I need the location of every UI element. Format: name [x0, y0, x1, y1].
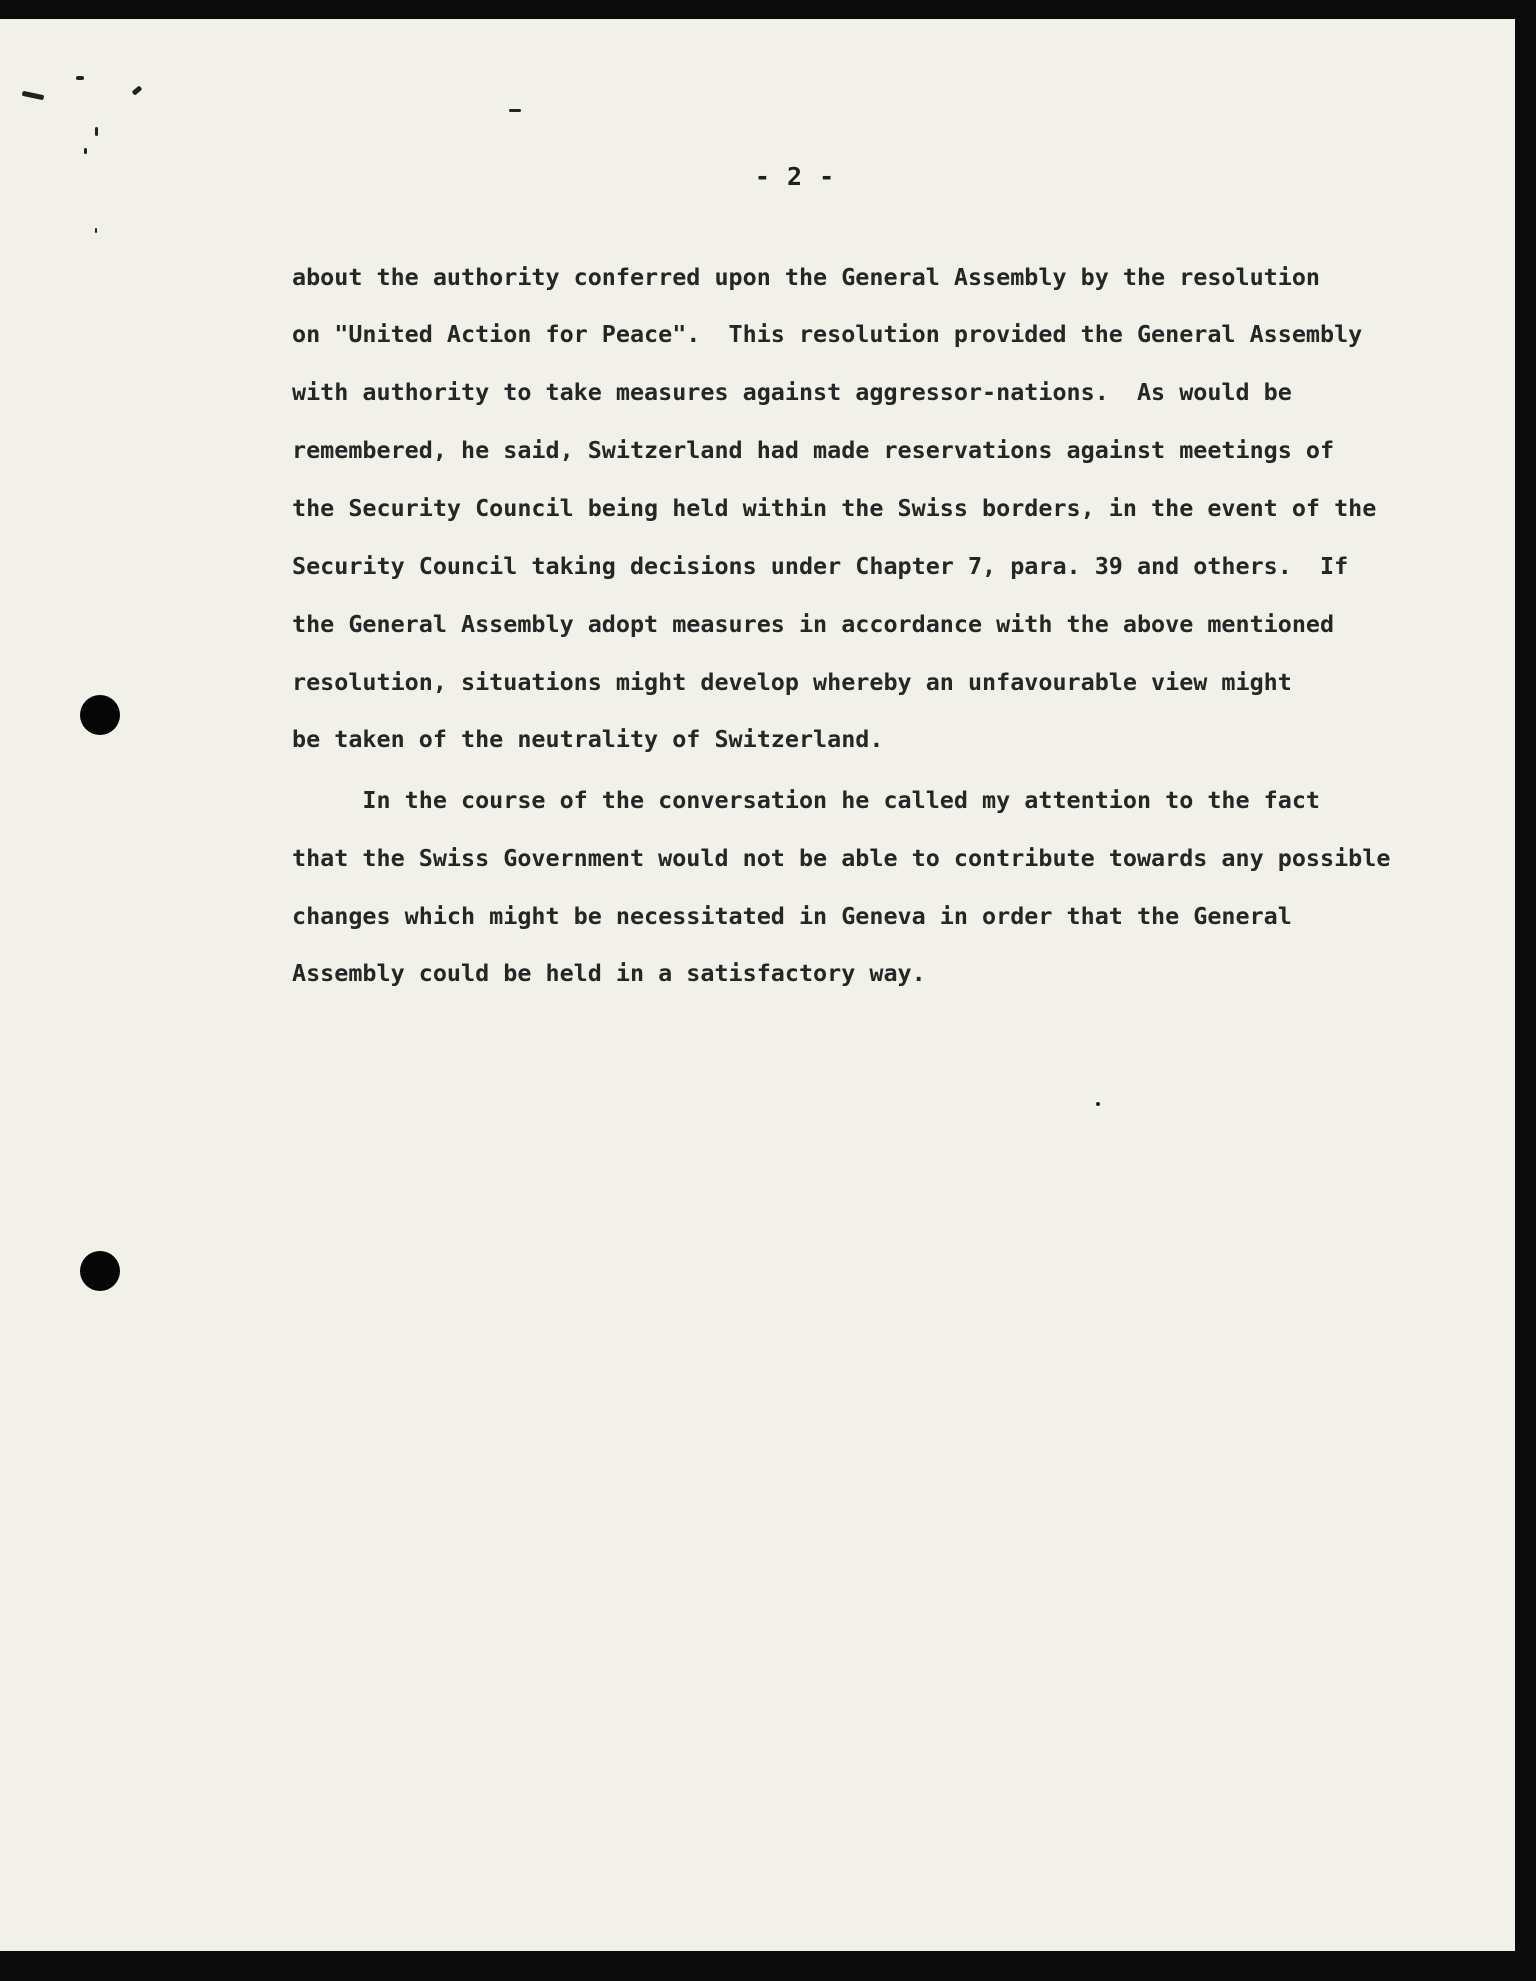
text-line: resolution, situations might develop whereby an unfavourable view might — [292, 668, 1292, 696]
paper-sheet — [0, 19, 1515, 1951]
punch-hole-lower — [80, 1251, 120, 1291]
ink-speck — [95, 127, 98, 136]
text-line: be taken of the neutrality of Switzerland. — [292, 725, 884, 753]
ink-speck — [22, 91, 45, 100]
ink-speck — [1096, 1102, 1100, 1106]
text-line: Security Council taking decisions under Chapter 7, para. 39 and others. If — [292, 552, 1349, 580]
punch-hole-upper — [80, 695, 120, 735]
text-line: about the authority conferred upon the General Assembly by the resolution — [292, 263, 1321, 291]
text-line: that the Swiss Government would not be able to contribute towards any possible — [292, 844, 1391, 872]
text-line: In the course of the conversation he called my attention to the fact — [292, 786, 1321, 814]
text-line: on "United Action for Peace". This resolution provided the General Assembly — [292, 320, 1363, 348]
ink-speck — [76, 76, 84, 80]
text-line: changes which might be necessitated in Geneva in order that the General — [292, 902, 1292, 930]
text-line: remembered, he said, Switzerland had made reservations against meetings of — [292, 436, 1335, 464]
text-line: the General Assembly adopt measures in accordance with the above mentioned — [292, 610, 1335, 638]
page-number: - 2 - — [754, 162, 836, 191]
text-line: Assembly could be held in a satisfactory way. — [292, 959, 926, 987]
text-line: the Security Council being held within the Swiss borders, in the event of the — [292, 494, 1377, 522]
ink-speck — [84, 148, 87, 154]
ink-speck — [509, 109, 521, 112]
ink-speck — [132, 85, 143, 95]
text-line: with authority to take measures against aggressor-nations. As would be — [292, 378, 1292, 406]
ink-speck — [95, 228, 97, 233]
